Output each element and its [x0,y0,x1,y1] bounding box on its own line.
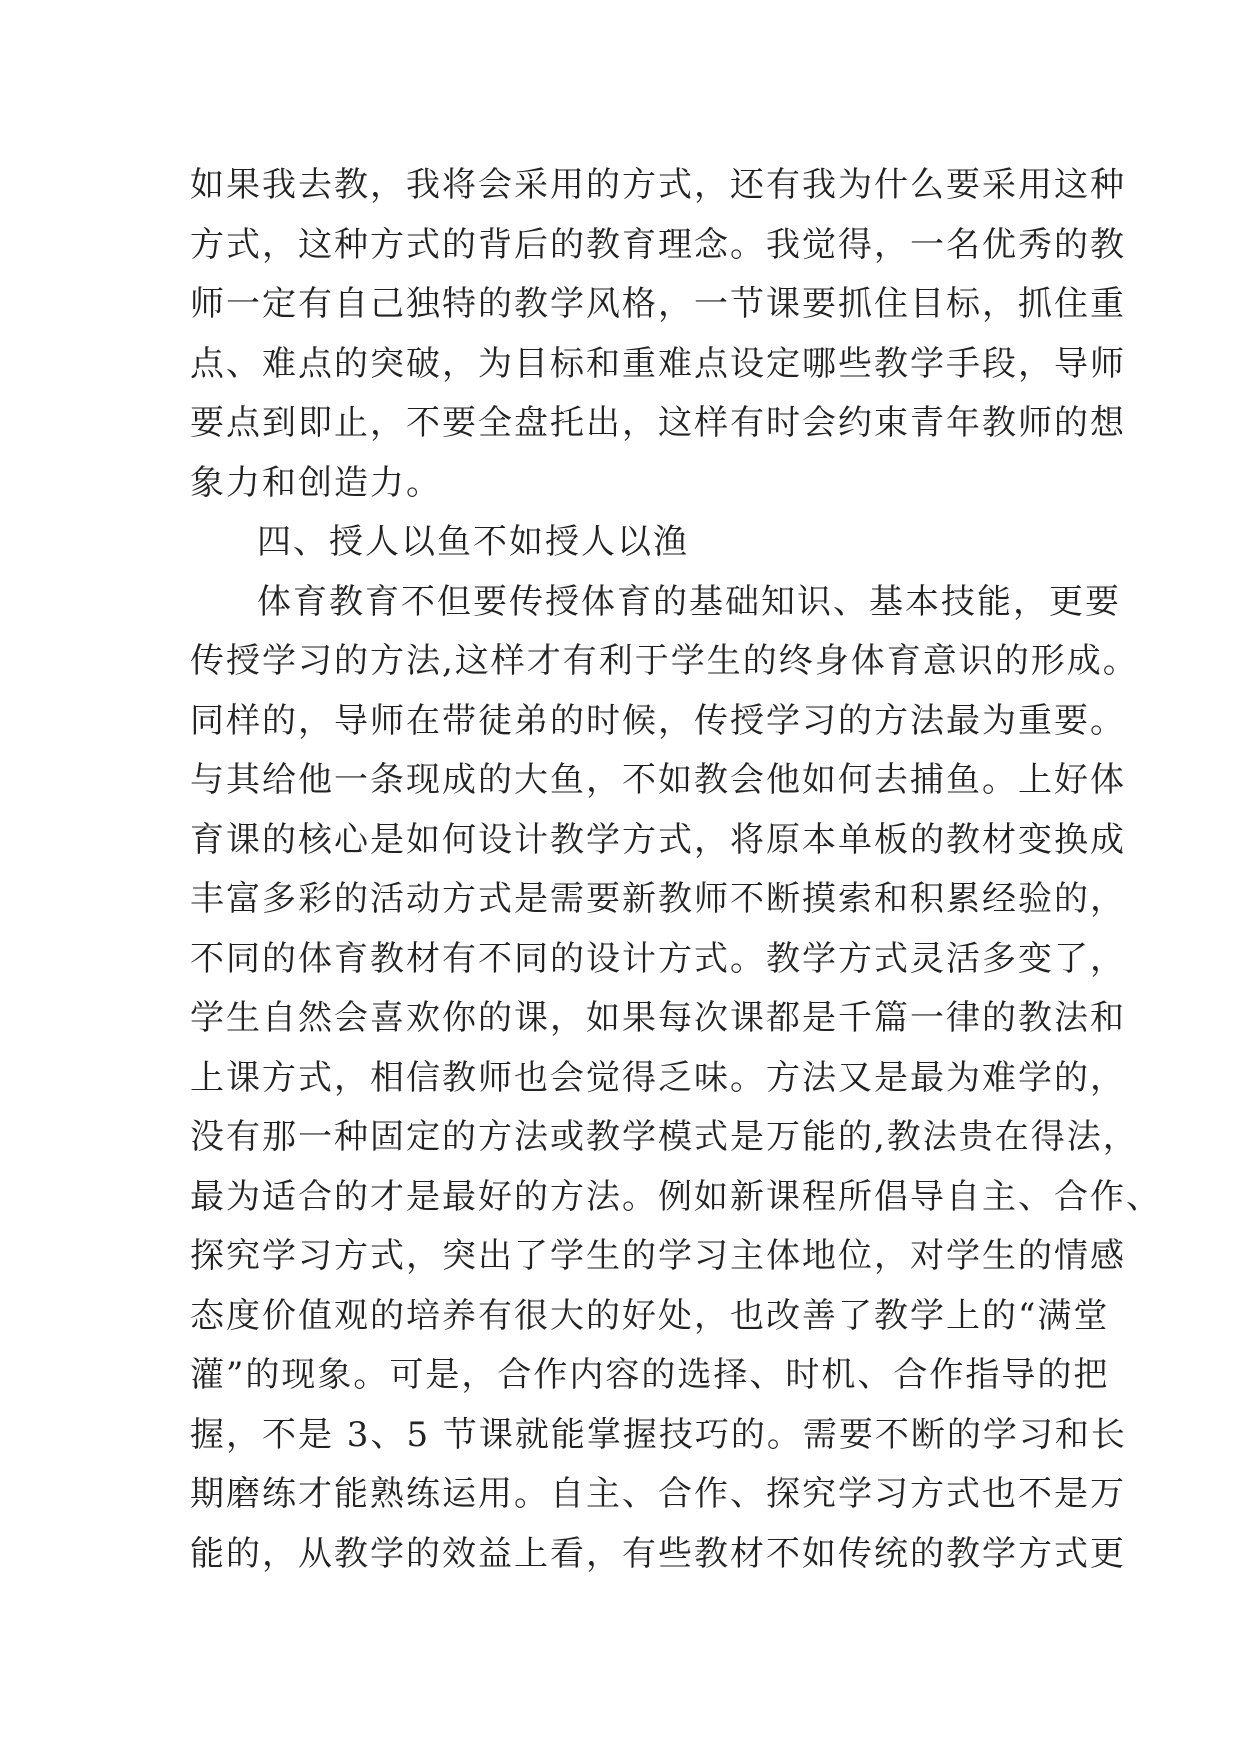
paragraph-first-line [190,573,1121,633]
text-line: 要点到即止，不要全盘托出，这样有时会约束青年教师的想 [190,403,1126,443]
text-line: 不同的体育教材有不同的设计方式。教学方式灵活多变了， [190,938,1126,979]
text-line: 如果我去教，我将会采用的方式，还有我为什么要采用这种 [190,165,1126,205]
text-line: 传授学习的方法,这样才有利于学生的终身体育意识的形成。 [190,641,1139,681]
text-line: 态度价值观的培养有很大的好处，也改善了教学上的“满堂 [190,1295,1110,1336]
text-line: 最为适合的才是最好的方法。例如新课程所倡导自主、合作、 [190,1176,1162,1217]
section-heading: 四、授人以鱼不如授人以渔 [257,522,689,562]
document-body [190,156,1162,1584]
text-line: 丰富多彩的活动方式是需要新教师不断摸索和积累经验的， [190,879,1126,919]
text-line: 学生自然会喜欢你的课，如果每次课都是千篇一律的教法和 [190,998,1126,1038]
text-line: 育课的核心是如何设计教学方式，将原本单板的教材变换成 [190,819,1126,860]
text-line: 上课方式，相信教师也会觉得乏味。方法又是最为难学的， [190,1057,1126,1098]
text-line: 方式，这种方式的背后的教育理念。我觉得，一名优秀的教 [190,224,1126,265]
text-line: 探究学习方式，突出了学生的学习主体地位，对学生的情感 [190,1236,1126,1276]
text-line: 能的，从教学的效益上看，有些教材不如传统的教学方式更 [190,1533,1126,1574]
text-line: 灌”的现象。可是，合作内容的选择、时机、合作指导的把 [190,1355,1110,1395]
text-line: 点、难点的突破，为目标和重难点设定哪些教学手段，导师 [190,343,1126,384]
text-line: 没有那一种固定的方法或教学模式是万能的,教法贵在得法， [190,1117,1139,1157]
text-line: 同样的，导师在带徒弟的时候，传授学习的方法最为重要。 [190,700,1126,741]
text-line: 握，不是 3、5 节课就能掌握技巧的。需要不断的学习和长 [190,1414,1127,1455]
text-line: 与其给他一条现成的大鱼，不如教会他如何去捕鱼。上好体 [190,760,1126,800]
section-heading-line [190,513,1070,573]
text-line: 师一定有自己独特的教学风格，一节课要抓住目标，抓住重 [190,284,1126,324]
text-line: 象力和创造力。 [190,462,442,503]
text-line: 体育教育不但要传授体育的基础知识、基本技能，更要 [257,581,1121,622]
text-line: 期磨练才能熟练运用。自主、合作、探究学习方式也不是万 [190,1474,1126,1514]
